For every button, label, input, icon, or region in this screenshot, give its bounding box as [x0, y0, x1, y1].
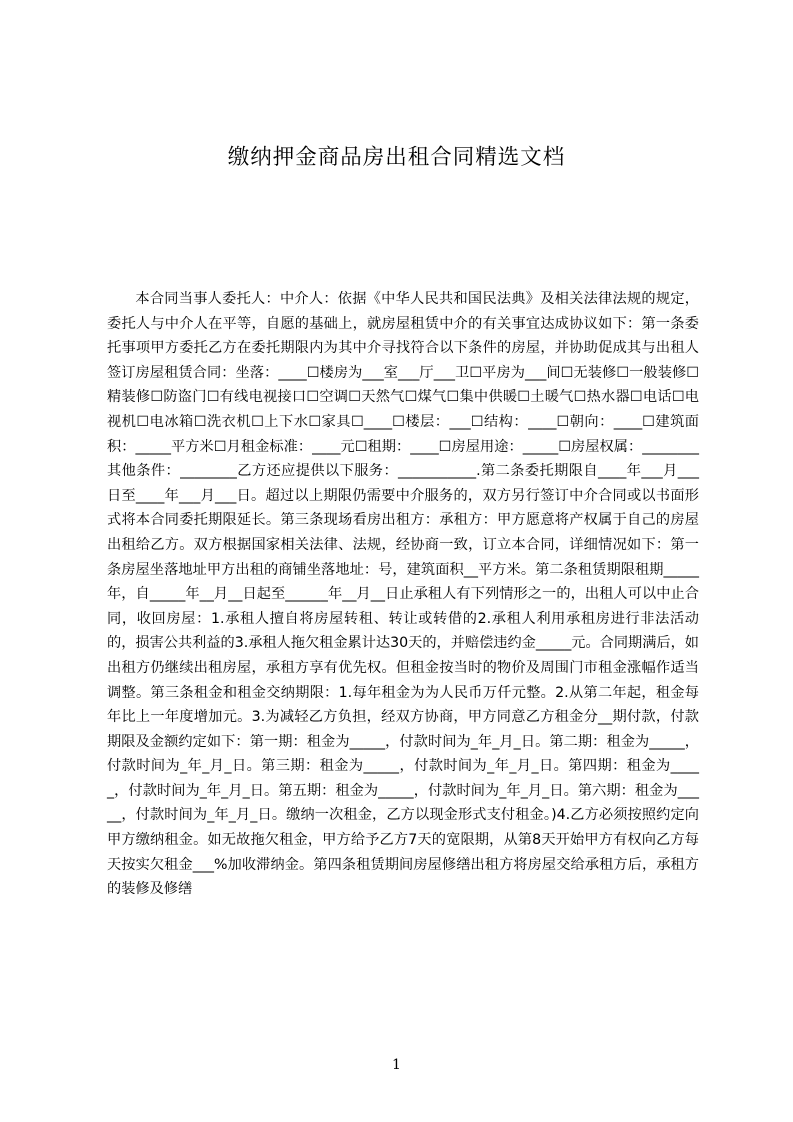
page-number: 1: [392, 1057, 401, 1073]
contract-body-paragraph: 本合同当事人委托人：中介人：依据《中华人民共和国民法典》及相关法律法规的规定，委托人与中介人在平等，自愿的基础上，就房屋租赁中介的有关事宜达成协议如下：第一条委托事项甲方委托乙方在委托期限内为其中介寻找符合以下条件的房屋，并协助促成其与出租人签订房屋租赁合同：坐落：____☐楼房为___室___厅___卫☐平房为___间☐无装修☐一般装修☐精装修☐防盗门☐有线电视接口☐空调☐天然气☐煤气☐集中供暖☐土暖气☐热水器☐电话☐电视机☐电冰箱☐洗衣机☐上下水☐家具☐____☐楼层：___☐结构：____☐朝向：____☐建筑面积：_____平方米☐月租金标准：____元☐租期：____☐房屋用途：_____☐房屋权属：________其他条件：________乙方还应提供以下服务：___________.第二条委托期限自____年___月___日至____年___月___日。超过以上期限仍需要中介服务的，双方另行签订中介合同或以书面形式将本合同委托期限延长。第三条现场看房出租方：承租方：甲方愿意将产权属于自己的房屋出租给乙方。双方根据国家相关法律、法规，经协商一致，订立本合同，详细情况如下：第一条房屋坐落地址甲方出租的商铺坐落地址：号，建筑面积__平方米。第二条租赁期限租期_____年，自_____年__月__日起至______年__月__日止承租人有下列情形之一的，出租人可以中止合同，收回房屋：1.承租人擅自将房屋转租、转让或转借的2.承租人利用承租房进行非法活动的，损害公共利益的3.承租人拖欠租金累计达30天的，并赔偿违约金_____元。合同期满后，如出租方仍继续出租房屋，承租方享有优先权。但租金按当时的物价及周围门市租金涨幅作适当调整。第三条租金和租金交纳期限：1.每年租金为为人民币万仟元整。2.从第二年起，租金每年比上一年度增加元。3.为减轻乙方负担，经双方协商，甲方同意乙方租金分__期付款，付款期限及金额约定如下：第一期：租金为_____，付款时间为_年_月_日。第二期：租金为_____，付款时间为_年_月_日。第三期：租金为_____，付款时间为_年_月_日。第四期：租金为_____，付款时间为_年_月_日。第五期：租金为_____，付款时间为_年_月_日。第六期：租金为_____，付款时间为_年_月_日。缴纳一次租金，乙方以现金形式支付租金。)4.乙方必须按照约定向甲方缴纳租金。如无故拖欠租金，甲方给予乙方7天的宽限期，从第8天开始甲方有权向乙方每天按实欠租金___%加收滞纳金。第四条租赁期间房屋修缮出租方将房屋交给承租方后，承租方的装修及修缮: [107, 291, 699, 898]
document-title: 缴纳押金商品房出租合同精选文档: [227, 145, 566, 170]
